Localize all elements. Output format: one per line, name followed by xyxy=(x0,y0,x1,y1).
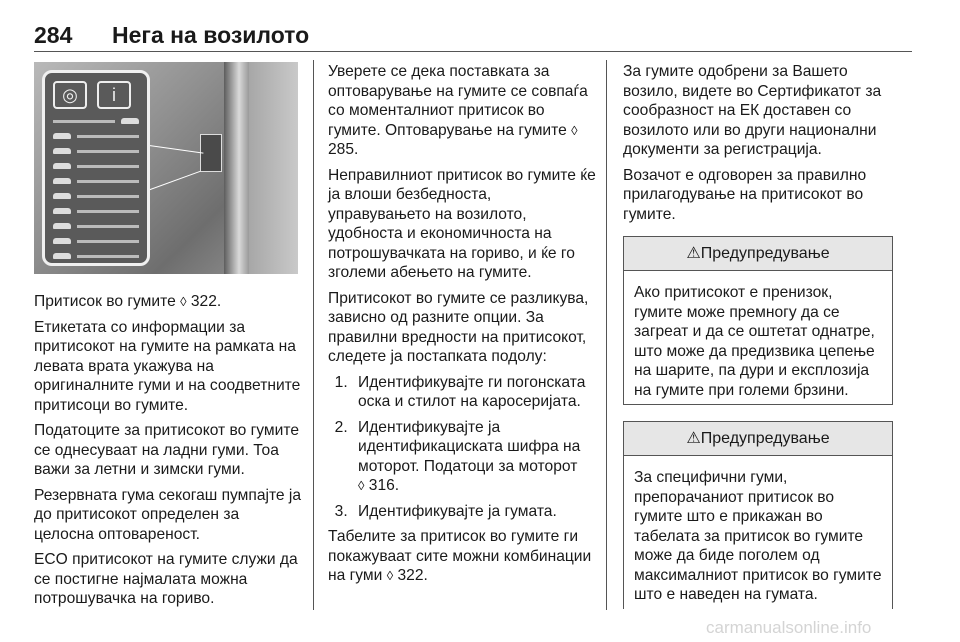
page-reference-link[interactable]: 322. xyxy=(190,293,222,310)
tire-pressure-label-icon: ◎ xyxy=(53,81,87,109)
reference-arrow-icon: ◊ xyxy=(358,478,365,493)
column-1 xyxy=(34,62,302,615)
label-row xyxy=(53,190,139,202)
label-row xyxy=(53,130,139,142)
paragraph: Податоците за притисокот во гумите се однесуваат на ладни гуми. Тоа важи за летни и зимски гуми. xyxy=(34,422,299,478)
reference-arrow-icon: ◊ xyxy=(386,568,394,583)
page-reference-link[interactable]: 322. xyxy=(397,567,428,584)
tire-pressure-label xyxy=(42,70,150,266)
paragraph: Неправилниот притисок во гумите ќе ја влоши безбедноста, управувањето на возилото, удобноста и економичноста на потрошувачката на гориво, и ќе го зголеми абењето на гумите. xyxy=(328,166,596,281)
page-reference-link[interactable]: 285. xyxy=(328,141,359,158)
page-title: Нега на возилото xyxy=(112,22,310,48)
car-icon xyxy=(53,253,71,259)
reference-arrow-icon: ◊ xyxy=(180,294,187,309)
label-row xyxy=(53,205,139,217)
column-3 xyxy=(623,62,893,625)
page-reference-link[interactable]: 316. xyxy=(368,477,400,494)
paragraph: Резервната гума секогаш пумпајте ја до притисокот определен за целосна оптовареност. xyxy=(34,486,302,543)
car-icon xyxy=(53,238,71,244)
car-icon xyxy=(53,148,71,154)
car-icon xyxy=(121,118,139,124)
warning-icon: ⚠ xyxy=(686,430,701,447)
car-icon xyxy=(53,163,71,169)
paragraph: Притисок во гумите ◊ 322. xyxy=(34,293,222,310)
label-row xyxy=(53,160,139,172)
label-row xyxy=(53,235,139,247)
label-row xyxy=(53,175,139,187)
warning-body: Ако притисокот е пренизок, гумите може премногу да се загреат и да се оштетат однатре, што може да предизвика цепење на шарите, па дури и експлозија на гумите при големи брзини. xyxy=(634,284,875,399)
column-divider xyxy=(313,60,314,610)
car-icon xyxy=(53,223,71,229)
car-icon xyxy=(53,133,71,139)
paragraph: Табелите за притисок во гумите ги покажуваат сите можни комбинации на гуми ◊ 322. xyxy=(328,528,592,584)
warning-box xyxy=(623,421,893,609)
column-2 xyxy=(328,62,596,592)
list-item: 1. Идентификувајте ги погонската оска и стилот на каросеријата. xyxy=(352,373,596,412)
reference-arrow-icon: ◊ xyxy=(571,122,578,138)
page-header xyxy=(34,22,912,52)
paragraph: За гумите одобрени за Вашето возило, видете во Сертификатот за сообразност на ЕК доставен со возилото или во други национални документи за регистрација. xyxy=(623,63,882,158)
warning-box xyxy=(623,236,893,405)
list-item: 2. Идентификувајте ја идентификациската шифра на моторот. Податоци за моторот ◊ 316. xyxy=(352,418,596,496)
paragraph: Притисокот во гумите се разликува, зависно од разните опции. За правилни вредности на притисокот, следете ја постапката подолу: xyxy=(328,289,589,365)
paragraph: ECO притисокот на гумите служи да се постигне најмалата можна потрошувачка на гориво. xyxy=(34,551,298,607)
label-row xyxy=(53,145,139,157)
column-divider xyxy=(606,60,607,610)
warning-title: ⚠Предупредување xyxy=(624,237,892,271)
label-row xyxy=(53,115,139,127)
paragraph: Уверете се дека поставката за оптоварување на гумите се совпаѓа со моменталниот притисок во гумите. Оптоварување на гумите ◊ 285. xyxy=(328,63,588,158)
warning-icon: ⚠ xyxy=(686,245,701,262)
watermark: carmanualsonline.info xyxy=(706,618,872,637)
zoom-line xyxy=(142,144,204,154)
paragraph: Возачот е одговорен за правилно прилагодување на притисокот во гумите. xyxy=(623,166,867,223)
list-item: 3. Идентификувајте ја гумата. xyxy=(352,502,596,522)
zoom-line xyxy=(142,171,201,193)
label-row xyxy=(53,220,139,232)
label-row xyxy=(53,250,139,262)
steps-list xyxy=(352,373,596,522)
page-number: 284 xyxy=(34,22,73,48)
warning-title: ⚠Предупредување xyxy=(624,422,892,456)
warning-body: За специфични гуми, препорачаниот притисок во гумите што е прикажан во табелата за притисок во гумите може да биде поголем од максималниот притисок во гумите што е наведен на гумата. xyxy=(634,469,882,603)
door-frame xyxy=(249,62,298,274)
car-icon xyxy=(53,178,71,184)
car-icon xyxy=(53,193,71,199)
car-icon xyxy=(53,208,71,214)
tire-label-photo xyxy=(34,62,298,274)
paragraph: Етикетата со информации за притисокот на гумите на рамката на левата врата укажува на оригиналните гуми и на соодветните притисоци во гумите. xyxy=(34,318,301,414)
manual-book-icon: i xyxy=(97,81,131,109)
